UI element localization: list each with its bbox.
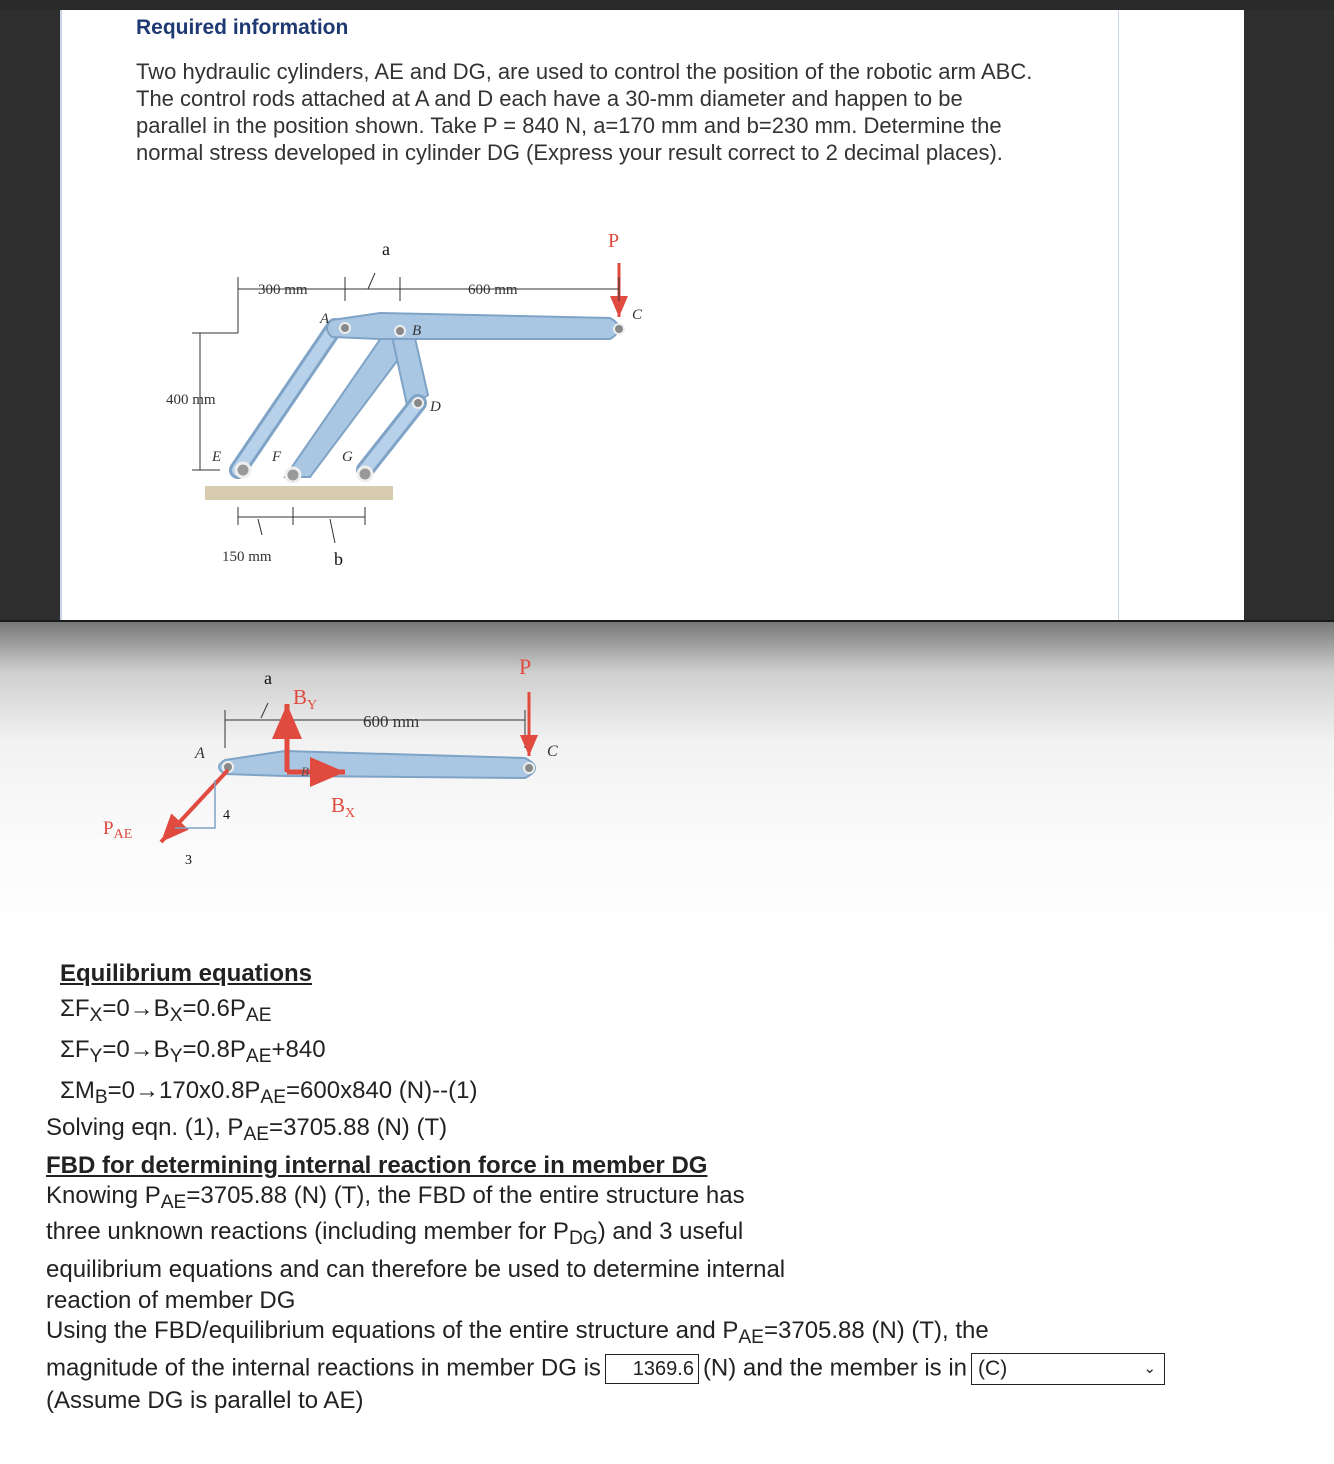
dim-600-label: 600 mm xyxy=(468,282,518,298)
paragraph-line-3: equilibrium equations and can therefore be used to determine internal xyxy=(46,1256,786,1283)
fbd-label-bx: $B_X$ xyxy=(331,793,356,821)
solving-line: Solving eqn. (1), $P_{AE}=3705.88$ (N) (T) xyxy=(46,1114,448,1145)
question-text: Two hydraulic cylinders, AE and DG, are used to control the position of the robotic arm ABC. The control rods attached at A and D each have a 30-mm diameter and happen to be parallel in the position shown. Take P = 840 N, a=170 mm and b=230 mm. Determine the normal stress developed in cylinder DG (Express your result correct to 2 decimal places). xyxy=(136,59,1033,165)
member-state-dropdown[interactable] xyxy=(971,1353,1165,1385)
label-E: E xyxy=(212,449,222,465)
fbd-label-C: C xyxy=(547,743,558,760)
dim-400-label: 400 mm xyxy=(166,392,216,408)
equilibrium-heading: Equilibrium equations xyxy=(60,960,313,987)
fbd-dim-600-label: 600 mm xyxy=(363,712,420,731)
force-pae-arrow xyxy=(161,770,228,842)
label-D: D xyxy=(430,399,441,415)
label-p: P xyxy=(608,230,620,252)
dim-300-label: 300 mm xyxy=(258,282,308,298)
paragraph-line-2: three unknown reactions (including member for $P_{DG}$) and 3 useful xyxy=(46,1218,744,1249)
required-information-heading: Required information xyxy=(136,16,349,39)
fbd-arm-figure xyxy=(95,648,615,878)
fbd-label-B: B xyxy=(301,764,309,779)
answer-line: magnitude of the internal reactions in member DG is 1369.6 (N) and the member is in (C) ⌄ xyxy=(46,1353,1165,1385)
fbd-label-3: 3 xyxy=(185,853,192,868)
dropdown-selected-value: (C) xyxy=(978,1357,1008,1380)
top-strip xyxy=(0,0,1334,10)
ground-base xyxy=(205,486,393,500)
paragraph-line-1: Knowing $P_{AE}=3705.88$ (N) (T), the FBD of the entire structure has xyxy=(46,1182,745,1213)
label-a: a xyxy=(382,239,390,259)
equation-sum-mb: $\Sigma M_B=0\to 170x0.8P_{AE}=600x840$ (N)--(1) xyxy=(60,1077,478,1108)
panel-border xyxy=(1118,10,1119,620)
robotic-arm-figure xyxy=(150,225,670,585)
label-A: A xyxy=(320,311,330,327)
label-C: C xyxy=(632,307,643,323)
fbd-label-a: a xyxy=(264,668,272,688)
fbd-label-4: 4 xyxy=(223,808,230,823)
fbd-label-A: A xyxy=(195,745,205,762)
paragraph-line-5: Using the FBD/equilibrium equations of the entire structure and $P_{AE}=3705.88$ (N) (T), the xyxy=(46,1317,989,1348)
label-b: b xyxy=(334,549,343,569)
label-B: B xyxy=(412,323,422,339)
equation-sum-fy: $\Sigma F_Y=0\to B_Y=0.8P_{AE}+840$ xyxy=(60,1036,326,1067)
label-G: G xyxy=(342,449,353,465)
assumption-line: (Assume DG is parallel to AE) xyxy=(46,1387,364,1414)
arm-abc xyxy=(327,313,619,339)
fbd-heading: FBD for determining internal reaction force in member DG xyxy=(46,1152,708,1179)
fbd-label-p: P xyxy=(519,654,532,679)
equation-sum-fx: $\Sigma F_X=0\to B_X=0.6P_{AE}$ xyxy=(60,995,272,1026)
paragraph-line-4: reaction of member DG xyxy=(46,1287,296,1314)
label-F: F xyxy=(272,449,282,465)
fbd-label-pae: $P_{AE}$ xyxy=(103,818,133,842)
fbd-arm xyxy=(219,751,535,778)
fbd-label-by: $B_Y$ xyxy=(293,685,318,713)
chevron-down-icon: ⌄ xyxy=(1143,1360,1157,1377)
dim-150-label: 150 mm xyxy=(222,549,272,565)
answer-input[interactable]: 1369.6 xyxy=(605,1354,699,1384)
